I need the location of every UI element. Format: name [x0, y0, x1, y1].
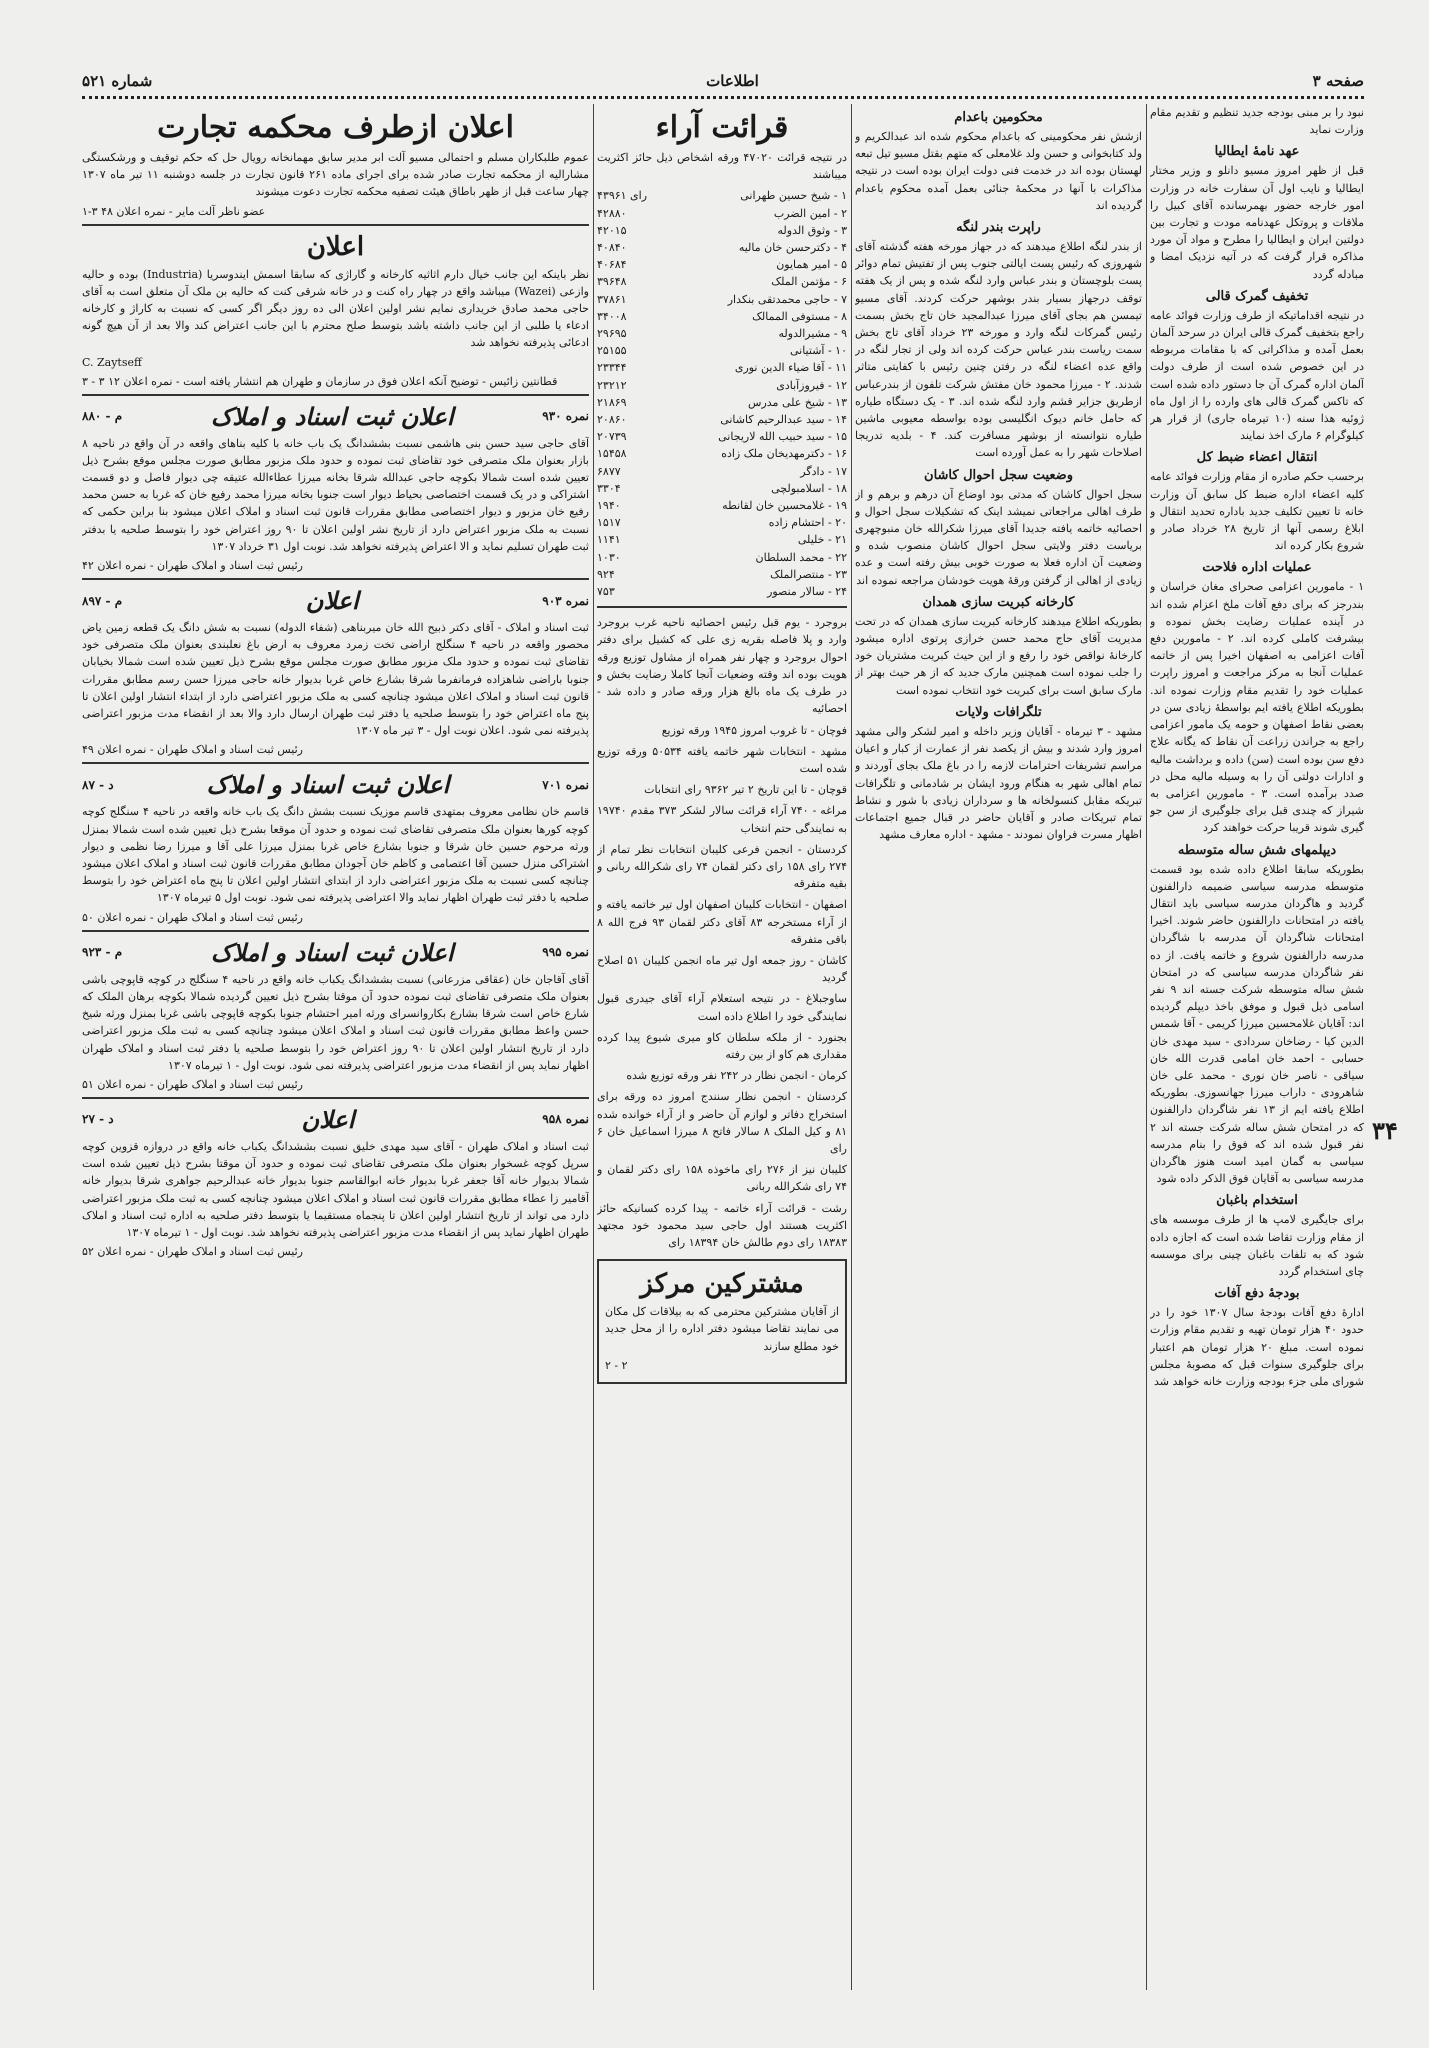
- ad-header: [82, 402, 589, 431]
- column-election-results: [597, 104, 847, 1990]
- article: [1150, 843, 1364, 1188]
- column-divider: [1146, 104, 1147, 1990]
- candidate-name: ۱ - شیخ حسین طهرانی: [740, 189, 847, 203]
- article-body: سجل احوال کاشان که مدتی بود اوضاع آن درهم و برهم و از طرف اهالی مراجعاتی نمیشد اینک که تشکیلات سجل احوال و احصائیه خاتمه یافته جدیدا آقای میرزا شکرالله خان منبوچهری بریاست دفتر ولایتی سجل احوال کاشان منصوب شده و وضعیت آن اداره فعلا به صورت خوبی بیش رفته است و عده زیادی از اهالی از گرفتن ورقهٔ هویت خودشان مراجعه نموده اند: [855, 487, 1142, 587]
- court-notice-title: اعلان ازطرف محکمه تجارت: [157, 110, 514, 145]
- candidate-name: ۱۴ - سید عبدالرحیم کاشانی: [720, 413, 847, 427]
- vote-count: ۲۳۳۴۴: [597, 361, 627, 375]
- list-item: [597, 325, 847, 342]
- list-item: [597, 514, 847, 531]
- notice-signature: قطانتین زائیس - توضیح آنکه اعلان فوق در سازمان و طهران هم انتشار یافته است - نمره اعلان ۱۲ ۳ - ۳: [82, 374, 558, 388]
- court-notice-body: عموم طلبکاران مسلم و احتمالی مسیو آلت ابر مدیر سابق مهمانخانه رویال حل که حکم توقیف و ورشکستگی مشارالیه از محکمه تجارت صادر شده برای اجرای ماده ۲۶۱ قانون تجارت در جلسه دوشنبه ۱۱ تیر ماه ۱۳۰۷ چهار ساعت قبل از ظهر باطاق هیئت تصفیه محکمه تجارت دعوت میشوند: [82, 151, 589, 199]
- candidate-name: ۱۸ - اسلامبولچی: [771, 481, 847, 495]
- vote-count: ۲۵۱۵۵: [597, 344, 627, 358]
- article-body: مشهد - ۳ تیرماه - آقایان وزیر داخله و امیر لشکر والی مشهد امروز وارد شدند و بیش از یکصد نفر از عمارت از کبار و اعیان مراسم تشریفات احترامات لازمه را در باغ ملک بجای آوردند و تمام اهالی شهر به هنگام ورود ایشان بر شادمانی و تلگرافات تبریکه مقابل کنسولخانه ها و سرداران زیادی با شور و نشاط تمام تبریکات صادر و آقایان حاضر در قبال جمیع اجتماعات اظهار مسرت فراوان نمودند - مشهد - اداره معارف مشهد: [855, 724, 1142, 842]
- article-body: قبل از ظهر امروز مسیو دانلو و وزیر مختار ایطالیا و نایب اول آن سفارت خانه در وزارت امور خارجه حضور بهمرسانده آقای کبیل را ملاقات و پروتکل عهدنامه مودت و تجارت بین دولتین ایران و ایطالیا را مطرح و مواد آن مورد مذاکره قرار گرفت که در آتیه نزدیک امضا و مبادله گردد: [1150, 164, 1364, 281]
- ad-signature: رئیس ثبت اسناد و املاک طهران - نمره اعلان ۵۰: [82, 910, 303, 924]
- ad-number: نمره ۹۳۰: [542, 409, 589, 424]
- vote-count: ۱۵۱۷: [597, 516, 621, 530]
- list-item: [597, 222, 847, 239]
- list-item: [597, 187, 847, 204]
- ad-title: اعلان ثبت اسناد و املاک: [210, 937, 454, 967]
- article-title: محکومین باعدام: [954, 110, 1043, 125]
- list-item: [597, 497, 847, 514]
- registry-ad: [82, 402, 589, 572]
- news-item: کرمان - انجمن نظار در ۲۴۲ نفر ورقه توزیع شده: [626, 1069, 847, 1083]
- vote-count: ۱۱۴۱: [597, 533, 621, 547]
- news-item: فوچان - تا غروب امروز ۱۹۴۵ ورقه توزیع: [661, 723, 847, 737]
- ad-code: د - ۸۷: [82, 777, 114, 792]
- registry-ad: [82, 1105, 589, 1258]
- vote-count: ۲۰۸۶۰: [597, 413, 627, 427]
- ad-code: م - ۹۲۳: [82, 945, 123, 960]
- article: [855, 110, 1142, 214]
- news-item: کردستان - انجمن فرعی کلیبان انتخابات نظر تمام از ۲۷۴ رای ۱۵۸ رای دکتر لقمان ۷۴ رای شکرالله ربانی و بقیه متفرقه: [597, 842, 847, 891]
- candidate-name: ۱۵ - سید حبیب الله لاریجانی: [718, 430, 847, 444]
- vote-count: ۹۲۴: [597, 567, 615, 581]
- list-item: [597, 291, 847, 308]
- article-body: ۱ - مامورین اعزامی صحرای مغان خراسان و بندرجز که برای دفع آفات ملخ اعزام شده اند در آینده عملیات رضایت بخش نموده و بیشرفت کاملی کرده اند. ۲ - مامورین دفع آفات اعزامی به اصفهان اخیرا پس از خاتمه عملیات آنجا به مرکز مراجعت و امروز راپرت عملیات خود را تقدیم مقام وزارت نموده اند. بطوریکه اطلاع یافته ایم بواسطهٔ زیادی سن در بعضی نقاط اصفهان و حومه یک مامور اعزامی راجع به جراندن زراعت آن نقاط که یگانه علاج دفع سن بوده است (سن) داده و برداشت مالیه و ادارات دولتی آن را به وسیله مالیه محل در صدد برآمده است. ۳ - مامورین اعزامی به شیراز که چندی قبل برای جلوگیری از سن جو گیری شوند قریبا حرکت خواهند کرد: [1150, 580, 1364, 835]
- article-body: بطوریکه اطلاع میدهند کارخانه کبریت سازی همدان که در تحت مدیریت آقای حاج محمد حسن خرازی پرتوی اداره میشود کارخانهٔ نواقص خود را رفع و از این حیث کبریت مشتریان خود را جلب نموده است همچنین مارک جدید که از هر حیث بهتر از مارک سابق است برای کبریت خود انتخاب نموده است: [855, 614, 1142, 697]
- article: [1150, 1286, 1364, 1390]
- ad-header: [82, 938, 589, 967]
- column-advertisements: [82, 104, 589, 1990]
- candidate-name: ۳ - وثوق الدوله: [777, 223, 847, 237]
- article: [1150, 144, 1364, 282]
- vote-count: ۱۰۳۰: [597, 550, 621, 564]
- vote-list: [597, 187, 847, 600]
- ad-signature: رئیس ثبت اسناد و املاک طهران - نمره اعلان ۵۲: [82, 1245, 303, 1259]
- news-item: کردستان - انجمن نظار سنندج امروز ده ورقه برای استخراج دفاتر و لوازم آن حاضر و از آراء خوانده شده ۸۱ و کیل الملک ۸ سالار فاتح ۸ میرزا اسماعیل خان ۶ رای: [597, 1090, 847, 1155]
- ad-code: م - ۸۸۰: [82, 409, 123, 424]
- ad-title: اعلان ثبت اسناد و املاک: [206, 770, 450, 800]
- vote-count: ۲۰۷۳۹: [597, 430, 627, 444]
- notice-signature-latin: [82, 356, 589, 369]
- list-item: [597, 342, 847, 359]
- vote-count: ۴۲۸۸۰: [597, 206, 627, 220]
- candidate-name: ۲ - امین الضرب: [773, 206, 847, 220]
- ad-title: اعلان ثبت اسناد و املاک: [210, 401, 454, 431]
- candidate-name: ۱۷ - دادگر: [800, 464, 847, 478]
- vote-count: ۶۸۷۷: [597, 464, 621, 478]
- list-item: [597, 256, 847, 273]
- news-item: رشت - قرائت آراء خاتمه - پیدا کرده کسانیکه حائز اکثریت هستند اول حاجی سید محمود خود مجتهد ۱۸۳۸۳ رای دوم طالش خان ۱۸۳۹۴ رای: [597, 1201, 847, 1249]
- article: [855, 220, 1142, 462]
- list-item: [597, 583, 847, 600]
- election-title: قرائت آراء: [655, 110, 789, 145]
- article-title: تخفیف گمرک قالی: [1205, 288, 1309, 304]
- latin-signature: C. Zaytseff: [82, 355, 142, 369]
- subscribers-body: از آقایان مشترکین محترمی که به بیلاقات کل مکان می نمایند تقاضا میشود دفتر اداره را از محل جدید خود مطلع سازند: [605, 1305, 839, 1353]
- vote-count: ۱۵۴۵۸: [597, 447, 627, 461]
- list-item: [597, 463, 847, 480]
- ad-body: آقای آقاجان خان (عقاقی مزرعانی) نسبت بششدانگ یکباب خانه واقع در ناحیه ۴ سنگلج در کوچه قاپوچی باشی بعنوان ملک متصرفی تقاضای ثبت نموده حدود آن موقتا بشرح ذیل تعیین گردیده شمالا بکوچه برهان الملک که شارع خاص است شرقا بشارع بکاروانسرای ورثه امیر احتشام جنوبا بکوچه قاپوچی باشی غربا بمنزل ورثه شیخ حسن واعظ مطابق مقررات قانون ثبت اسناد و املاک اعلان میشود چنانچه کسی به ثبت ملک مزبور اعتراضی دارد از تاریخ انتشار اولین اعلان تا ۹۰ روز اعتراض خود را بتوسط صلحیه یا دفتر ثبت اسناد و املاک طهران اظهار نماید پس از انقضاء مدت مزبور اعتراضی پذیرفته نمی شود. نوبت اول - ۱ تیرماه ۱۳۰۷: [82, 972, 589, 1072]
- ad-number: نمره ۹۰۳: [542, 593, 589, 608]
- candidate-name: ۲۳ - منتصرالملک: [770, 567, 847, 581]
- candidate-name: ۱۲ - فیروزآبادی: [776, 378, 847, 392]
- candidate-name: ۲۰ - احتشام زاده: [768, 516, 847, 530]
- list-item: [597, 480, 847, 497]
- ad-number: نمره ۷۰۱: [542, 777, 589, 792]
- article-body: از بندر لنگه اطلاع میدهند که در جهاز مورخه هفته گذشته آقای شهروزی که رئیس پست ایالتی جنوب پس از تفتیش تمام دوائر پست بلوچستان و بندر عباس وارد لنگه شده و پس از یک هفته توقف درجهاز بسیار بندر بوشهر حرکت کردند. آقای مسیو تیمسن هم بجای آقای میرزا عبدالمجید خان تاج بخش بسمت رئیس گمرکات لنگه وارد و مورخه ۲۳ خرداد آقای تاج بخش سمت ریاست بندر عباس حرکت کرده اند ولی از تجار لنگه در واقع عده اعضاء لنگه در رفتن چنین رئیس با کفایتی متاثر شدند. ۲ - میرزا محمود خان مفتش شرکت تلفون از بندرعباس ازطریق جزایر قشم وارد لنگه شده اند. ۳ - یک دستگاه طیاره که حامل خانم دیوک انگلیسی بوده بواسطه معیوبی ماشین طیاره نتوانسته از بوشهر مسافرت کند. ۴ - بلدیه تدریجا اصلاحات شهر را به عمل آورده است: [855, 240, 1142, 460]
- registry-ad: [82, 770, 589, 923]
- ad-number: نمره ۹۵۸: [542, 1112, 589, 1127]
- candidate-name: ۹ - مشیرالدوله: [778, 327, 847, 341]
- ad-header: [82, 586, 589, 615]
- article: [1150, 450, 1364, 554]
- article-body: ازشش نفر محکومینی که باعدام محکوم شده اند عبدالکریم و ولد کتابخوانی و حسن ولد غلامعلی که متهم بقتل مسیو تیل تبعه لهستان بوده اند در خدمت فنی دولت ایران بوده است در نتیجه مذاکرات با آنها در محکمهٔ جنائی بعمل آمده محکوم باعدام گردیده اند: [855, 130, 1142, 212]
- vote-count: ۳۴۰۰۸: [597, 309, 627, 323]
- header-divider: [82, 96, 1364, 99]
- vote-count: ۳۹۶۴۸: [597, 275, 627, 289]
- list-item: [597, 531, 847, 548]
- article-body: در نتیجه اقداماتیکه از طرف وزارت فوائد عامه راجع بتخفیف گمرک قالی ایران در سرحد آلمان بعمل آمده و مذاکراتی که با مقامات مربوطه در این خصوص شده است از طرف دولت آلمان اداره گمرک آن جا دستور داده شده است که تاکس گمرک قالی های وارده را از اول ماه ژوئیه هذا سنه (۱۰ تیرماه جاری) از قرار هر کیلوگرام ۶ مارک اخذ نمایند: [1150, 308, 1364, 443]
- article: [855, 705, 1142, 843]
- vote-count: ۴۲۰۱۵: [597, 223, 627, 237]
- election-intro: در نتیجه قرائت ۴۷۰۲۰ ورقه اشخاص ذیل حائز اکثریت میباشند: [597, 151, 847, 182]
- vote-count: ۲۳۲۱۲: [597, 378, 627, 392]
- ad-signature: رئیس ثبت اسناد و املاک طهران - نمره اعلان ۴۹: [82, 743, 303, 757]
- list-item: [597, 445, 847, 462]
- news-item: مراغه - ۷۴۰ آراء قرائت سالار لشکر ۳۷۳ مقدم ۱۹۷۴۰ به نمایندگی حتم انتخاب: [597, 804, 847, 835]
- list-item: [597, 394, 847, 411]
- article: [1150, 289, 1364, 445]
- list-item: [597, 428, 847, 445]
- candidate-name: ۷ - حاجی محمدتقی بنکدار: [727, 292, 847, 306]
- vote-count: ۷۵۳: [597, 585, 615, 599]
- notice-title: اعلان: [306, 231, 365, 262]
- ad-body: ثبت اسناد و املاک طهران - آقای سید مهدی خلیق نسبت بششدانگ یکباب خانه واقع در دروازه قزوین کوچه سرپل کوچه غسخوار بعنوان ملک متصرفی تقاضای ثبت نموده و حدود آن موقتا بشرح ذیل تعیین شده است شمالا بدیوار خانه آقا جعفر غربا بدیوار خانه ابوالقاسم جنوبا بدیوار خانه عبدالرحیم جواهری شرقا بدیوار خانه آقامیر زا عطاء مطابق مقررات قانون ثبت اسناد و املاک اعلان میشود چنانچه کسی به ثبت ملک مزبور اعتراضی دارد می تواند از تاریخ انتشار اولین اعلان تا پنجماه مستقیما یا بتوسط دفتر صلحیه به اداره ثبت اسناد و املاک طهران اظهار نماید پس از انقضاء مدت مزبور اعتراضی پذیرفته نخواهد شد. نوبت اول - ۱ تیرماه ۱۳۰۷: [82, 1139, 589, 1239]
- article-intro: نبود را بر مبنی بودجه جدید تنظیم و تقدیم مقام وزارت نماید: [1150, 106, 1364, 137]
- registry-ad: [82, 586, 589, 756]
- candidate-name: ۴ - دکترحسن خان مالیه: [738, 241, 847, 255]
- column-news-ministries: [1150, 104, 1364, 1990]
- notice-body: نظر باینکه این جانب خیال دارم اثاثیه کارخانه و گاراژی که سابقا اسمش ایندوسریا (Industria) بوده و حالیه وازعی (Wazei) میباشد واقع در چهار راه کنت و در خانه شرقی کنت که حالیه بن ملک آن متعلق است به آقای حاجی محمد صادق خریداری نمایم نشر اولین اعلان الی ده روز دیگر اگر کسی که نسبت به کاراژ و کارخانه ادعاء یا طلبی از این جانب داشته باشد بتوسط صلح محترم با این جانب اعتراض کند والا بعد از آن هیچ گونه ادعائی پذیرفته نخواهد شد: [82, 267, 589, 350]
- article-title: عملیات اداره فلاحت: [1202, 560, 1312, 576]
- list-item: [597, 359, 847, 376]
- article-body: برای جایگیری لامپ ها از طرف موسسه های از مقام وزارت تقاضا شده است که اجازه داده شود که به تلفات باغبان چینی برای موسسه چای استخدام گردد: [1150, 1213, 1364, 1278]
- candidate-name: ۱۶ - دکترمهدیخان ملک زاده: [721, 447, 847, 461]
- candidate-name: ۲۲ - محمد السلطان: [755, 550, 847, 564]
- list-item: [597, 411, 847, 428]
- article-body: برحسب حکم صادره از مقام وزارت فوائد عامه کلیه اعضاء اداره ضبط کل سابق آن وزارت خانه تا تعیین تکلیف جدید باداره تحدید انتقال و ابلاغ رسمی آنها از تاریخ ۲۸ خرداد صادر و شروع بکار کرده اند: [1150, 470, 1364, 553]
- candidate-name: ۶ - مؤتمن الملک: [771, 275, 847, 289]
- article-title: دیپلمهای شش ساله متوسطه: [1177, 842, 1337, 858]
- list-item: [597, 549, 847, 566]
- article-title: راپرت بندر لنگه: [956, 220, 1041, 236]
- section-divider: [82, 762, 589, 764]
- article-title: عهد نامهٔ ایطالیا: [1214, 144, 1300, 160]
- section-divider: [82, 224, 589, 226]
- candidate-name: ۲۴ - سالار منصور: [767, 585, 847, 599]
- ad-body: آقای حاجی سید حسن بنی هاشمی نسبت بششدانگ یک باب خانه با کلیه بناهای واقعه در آن واقع در ناحیه ۸ بازار بعنوان ملک متصرفی خود تقاضای ثبت نموده و حدود ملک مزبور مطابق صورت مجلس موقع بشرح ذیل تعیین شده است شمالا بکوچه حاجی عبدالله شرقا بخانه میرزا عطاءالله عتیقه چی دیوار فاصل و دو قسمت اشتراکی و در یک قسمت اختصاصی بحیاط دیوار است جنوبا بخانه میرزا محمد رفیع خان که غربا به حسن محمد رفیع خان مزبور و دیوار اختصاصی مطابق مقررات قانون ثبت اسناد و املاک اعلان میشود بنا براین حکمی که نسبت به ملک مزبور اعتراض دارد از تاریخ نشر اولین اعلان تا ۹۰ روز اعتراض خود را بتوسط صلحیه یا بدفتر ثبت طهران تسلیم نماید و الا اعتراض پذیرفته نخواهد شد. نوبت اول ۳۱ خرداد ۱۳۰۷: [82, 436, 589, 553]
- subscribers-title: مشترکین مرکز: [640, 1269, 804, 1300]
- section-divider: [82, 578, 589, 580]
- ad-body: قاسم خان نظامی معروف بمتهدی قاسم موزیک نسبت بشش دانگ یک باب خانه واقعه در ناحیه ۴ سنگلج کوچه کوچه کورها بعنوان ملک متصرفی تقاضای ثبت نموده و حدود آن موقعا بشرح ذیل تعیین شده است شمالا بمنزل ورثه مرحوم حسین خان شرقا و جنوبا بشارع خاص غربا بمنزل میرزا علی آقا و میرزا رضا نظمی و دیوار اشتراکی منزل حسین آقا اعتصامی و کاظم خان آجودان مطابق مقررات قانون ثبت اسناد و املاک اعلان میشود چنانچه کسی نسبت به ملک مزبور اعتراضی دارد از ابتدای انتشار اولین اعلان تا پنج ماه اعتراض خود را بتوسط صلحیه یا دفتر ثبت طهران اظهار نماید والا اعتراضی پذیرفته نمی شود. نوبت اول ۵ تیرماه ۱۳۰۷: [82, 805, 589, 905]
- vote-count: ۱۹۴۰: [597, 499, 621, 513]
- vote-count: ۲۹۶۹۵: [597, 327, 627, 341]
- article-title: کارخانه کبریت سازی همدان: [922, 594, 1075, 610]
- article-title: وضعیت سجل احوال کاشان: [924, 467, 1073, 483]
- candidate-name: ۲۱ - خلیلی: [797, 533, 847, 547]
- news-item: بروجرد - یوم قبل رئیس احصائیه ناحیه غرب بروجرد وارد و پلا فاصله بقریه زی علی که کشیل برای دفتر احوال بروجرد و چهار نفر همراه از مشاول توزیع ورقه هویت بوده اند وقته وضعیات آنجا کاملا رضایت بخش و در طرف یک ماه بالغ هزار ورقه صادر و داده شد - احصائیه: [597, 616, 847, 716]
- subscribers-code: ۲ - ۲: [605, 1358, 628, 1372]
- article-body: بطوریکه سابقا اطلاع داده شده بود قسمت متوسطه مدرسه سیاسی ضمیمه دارالفنون گردید و هاگردان مدرسه سیاسی باید انتقال یافته در امتحانات دارالفنون حاضر شوند. اخیرا امتحانات شاگردان آن مدرسه با شاگردان مدرسه دارالفنون شروع و خاتمه یافت. از ده نفر شاگردان مدرسه سیاسی که در امتحان شش ساله متوسطه شرکت جسته اند ۹ نفر اسامی ذیل قبول و موفق باخذ دیپلم گردیده اند: آقایان غلامحسین میرزا کریمی - آقا شمس الدین کیا - رضاخان سردادی - سید مهدی خان حسابی - احمد خان امامی قدرت الله خان سیاقی - ناصر خان نوری - محمد علی خان شاهرودی - داراب میرزا جهانسوزی. بطوریکه اطلاع یافته ایم از ۱۳ نفر شاگردان دارالفنون که در امتحان شش ساله شرکت جسته اند ۲ نفر قبول شده اند که فوق را بنام مدرسه سیاسی به گمان امید است هنوز هاگردان مدرسه سیاسی به آقایان فوق الذکر داده شود: [1150, 862, 1364, 1186]
- article-title: تلگرافات ولایات: [955, 704, 1042, 720]
- article-title: بودجهٔ دفع آفات: [1214, 1286, 1300, 1302]
- issue-number-label: شماره ۵۲۱: [82, 72, 153, 90]
- subscribers-notice: [597, 1259, 847, 1384]
- news-item: بجنورد - از ملکه سلطان کاو میری شیوع پیدا کرده مقداری هم کاو از بین رفته: [597, 1030, 847, 1061]
- news-item: کاشان - روز جمعه اول تیر ماه انجمن کلیبان ۵۱ اصلاح گردید: [597, 953, 847, 985]
- ad-header: [82, 1105, 589, 1134]
- vote-count: ۳۷۸۶۱: [597, 292, 627, 306]
- section-divider: [82, 394, 589, 396]
- page-header: [82, 70, 1364, 92]
- court-notice-signature: عضو ناظر آلت مایر - نمره اعلان ۴۸ ۳-۱: [82, 204, 266, 218]
- registry-ad: [82, 938, 589, 1091]
- article-title: استخدام باغبان: [1216, 1193, 1298, 1209]
- vote-count: ۴۰۶۸۴: [597, 258, 627, 272]
- candidate-name: ۱۳ - شیخ علی مدرس: [748, 395, 847, 409]
- candidate-name: ۵ - امیر همایون: [776, 258, 847, 272]
- column-news-provinces: [855, 104, 1142, 1990]
- margin-number: ۳۴: [1372, 1116, 1398, 1145]
- candidate-name: ۱۹ - غلامحسین خان لقانطه: [722, 499, 847, 513]
- article: [1150, 1193, 1364, 1280]
- list-item: [597, 273, 847, 290]
- news-item: اصفهان - انتخابات کلیبان اصفهان اول تیر خاتمه یافته و از آراء مستخرجه ۸۳ آقای دکتر لقمان ۹۳ فرج الله ۸ باقی متفرقه: [597, 898, 847, 946]
- vote-count: ۴۳۹۶۱ رای: [597, 189, 648, 203]
- ad-title: اعلان: [305, 586, 359, 616]
- column-divider: [593, 104, 594, 1990]
- news-item: کلیبان نیز از ۲۷۶ رای ماخوذه ۱۵۸ رای دکتر لقمان و ۷۴ رای شکرالله ربانی: [597, 1163, 847, 1194]
- news-item: مشهد - انتخابات شهر خاتمه یافته ۵۰۵۳۴ ورقه توزیع شده است: [597, 744, 847, 775]
- vote-count: ۳۳۰۴: [597, 481, 621, 495]
- list-item: [597, 566, 847, 583]
- list-item: [597, 239, 847, 256]
- vote-count: ۲۱۸۶۹: [597, 395, 627, 409]
- ad-signature: رئیس ثبت اسناد و املاک طهران - نمره اعلان ۴۲: [82, 559, 303, 573]
- ad-title: اعلان: [301, 1104, 355, 1134]
- news-item: قوچان - تا این تاریخ ۲ تیر ۹۳۶۲ رای انتخابات: [644, 783, 847, 797]
- news-item: ساوجبلاغ - در نتیجه استعلام آراء آقای جیدری قبول نمایندگی خود را اطلاع داده است: [597, 992, 847, 1023]
- ad-signature: رئیس ثبت اسناد و املاک طهران - نمره اعلان ۵۱: [82, 1077, 303, 1091]
- list-item: [597, 205, 847, 222]
- page-number-label: صفحه ۳: [1312, 72, 1364, 90]
- candidate-name: ۸ - مستوفی الممالک: [752, 309, 847, 323]
- article: [855, 468, 1142, 589]
- section-divider: [82, 930, 589, 932]
- candidate-name: ۱۰ - آشتیانی: [789, 344, 847, 358]
- article: [855, 595, 1142, 699]
- ad-code: د - ۲۷: [82, 1112, 114, 1127]
- ad-code: م - ۸۹۷: [82, 593, 123, 608]
- section-divider: [82, 1097, 589, 1099]
- ad-body: ثبت اسناد و املاک - آقای دکتر ذبیح الله خان میربناهی (شفاء الدوله) نسبت به شش دانگ یک قطعه زمین یاض محصور واقعه در ناحیه ۴ سنگلج اراضی تخت زمرد معروف به ارض باغ نعلبندی بعنوان ملک متصرفی خود تقاضای ثبت نموده و حدود ملک مزبور مطابق صورت مجلس موقع بشرح ذیل تعیین شده است شمالا بخیابان جنوبا باراضی شاهزاده فرمانفرما شرقا بشارع خاص غربا بدیوار خانه حاجی میرزا حسن رسم مطابق مقررات قانون ثبت اسناد و املاک اعلان میشود چنانچه کسی به ملک مزبور اعتراضی دارد از ابتداء انتشار اولین اعلان تا پنج ماه اعتراض خود را بتوسط صلحیه یا دفتر ثبت طهران ارسال دارد والا بعد از انقضاء مدت مزبور اعتراضی پذیرفته نمی شود. اعلان نوبت اول - ۳ تیر ماه ۱۳۰۷: [82, 621, 589, 738]
- article: [1150, 560, 1364, 836]
- list-item: [597, 308, 847, 325]
- ad-number: نمره ۹۹۵: [542, 945, 589, 960]
- section-divider: [597, 606, 847, 608]
- vote-count: ۴۰۸۴۰: [597, 241, 627, 255]
- article-title: انتقال اعضاء ضبط کل: [1196, 450, 1318, 466]
- article-body: ادارهٔ دفع آفات بودجهٔ سال ۱۳۰۷ خود را در حدود ۴۰ هزار تومان تهیه و تقدیم مقام وزارت نموده است. مبلغ ۲۰ هزار تومان هم اعتبار برای جلوگیری سنوات قبل که مصوبهٔ مجلس شورای ملی جزء بودجه وزارت خانه خواهد شد: [1150, 1306, 1364, 1388]
- candidate-name: ۱۱ - آقا ضیاء الدین نوری: [734, 361, 847, 375]
- column-divider: [851, 104, 852, 1990]
- newspaper-name: اطلاعات: [706, 72, 759, 90]
- list-item: [597, 377, 847, 394]
- ad-header: [82, 770, 589, 799]
